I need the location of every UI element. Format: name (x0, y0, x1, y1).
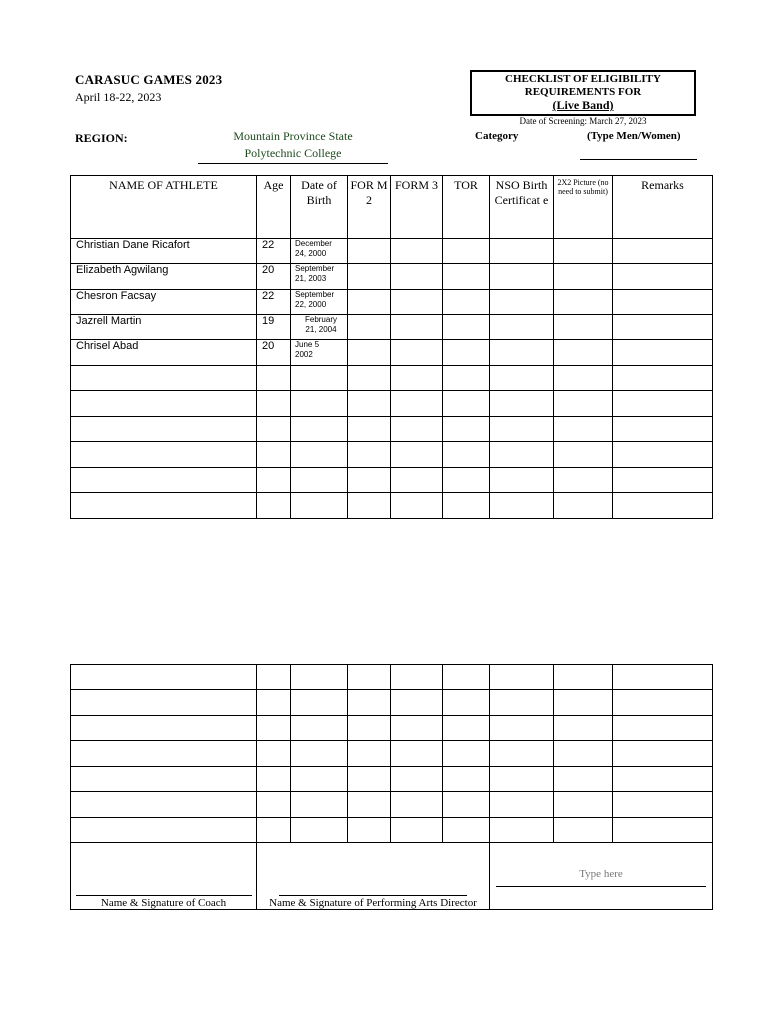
form2-cell[interactable] (348, 315, 391, 340)
table-row (71, 442, 713, 468)
empty-cell[interactable] (490, 468, 554, 493)
checklist-title-line2: REQUIREMENTS FOR (524, 86, 642, 98)
empty-cell[interactable] (443, 442, 490, 468)
empty-cell[interactable] (391, 741, 443, 767)
empty-cell[interactable] (554, 468, 613, 493)
empty-cell[interactable] (71, 792, 257, 818)
picture-cell[interactable] (554, 239, 613, 264)
coach-signature-cell[interactable] (71, 843, 257, 910)
nso-cell[interactable] (490, 239, 554, 264)
empty-cell[interactable] (613, 690, 713, 716)
dob-line2: 22, 2000 (295, 300, 327, 309)
empty-cell[interactable] (443, 391, 490, 417)
header-remarks: Remarks (613, 176, 713, 239)
athlete-dob[interactable] (291, 340, 348, 366)
dob-line2: 21, 2003 (295, 274, 327, 283)
athlete-dob[interactable] (291, 264, 348, 290)
table-row (71, 340, 713, 366)
header-form2: FOR M 2 (348, 176, 391, 239)
nso-cell[interactable] (490, 264, 554, 290)
empty-cell[interactable] (348, 417, 391, 442)
empty-cell[interactable] (348, 665, 391, 690)
empty-cell[interactable] (257, 493, 291, 519)
athlete-age[interactable]: 20 (257, 340, 291, 366)
header-nso: NSO Birth Certificat e (490, 176, 554, 239)
empty-cell[interactable] (348, 767, 391, 792)
table-row (71, 792, 713, 818)
empty-cell[interactable] (291, 417, 348, 442)
remarks-cell[interactable] (613, 264, 713, 290)
table-row (71, 468, 713, 493)
athlete-age[interactable]: 19 (257, 315, 291, 340)
empty-cell[interactable] (391, 468, 443, 493)
empty-cell[interactable] (71, 690, 257, 716)
athlete-name[interactable]: Chrisel Abad (71, 340, 257, 366)
category-input-line[interactable] (580, 159, 697, 160)
empty-cell[interactable] (554, 391, 613, 417)
form3-cell[interactable] (391, 239, 443, 264)
school-name-line2: Polytechnic College (244, 146, 342, 160)
empty-cell[interactable] (490, 741, 554, 767)
dob-line1: December (295, 239, 332, 248)
table-row (71, 818, 713, 843)
table-row (71, 493, 713, 519)
nso-cell[interactable] (490, 315, 554, 340)
empty-cell[interactable] (257, 818, 291, 843)
empty-cell[interactable] (291, 493, 348, 519)
table-row (71, 391, 713, 417)
empty-cell[interactable] (490, 716, 554, 741)
empty-cell[interactable] (613, 792, 713, 818)
empty-cell[interactable] (291, 468, 348, 493)
empty-cell[interactable] (391, 366, 443, 391)
form3-cell[interactable] (391, 315, 443, 340)
empty-cell[interactable] (291, 767, 348, 792)
empty-cell[interactable] (71, 665, 257, 690)
empty-cell[interactable] (443, 493, 490, 519)
empty-cell[interactable] (490, 792, 554, 818)
picture-cell[interactable] (554, 315, 613, 340)
empty-cell[interactable] (443, 468, 490, 493)
empty-cell[interactable] (490, 391, 554, 417)
empty-cell[interactable] (613, 741, 713, 767)
form3-cell[interactable] (391, 340, 443, 366)
director-signature-cell[interactable] (257, 843, 490, 910)
empty-cell[interactable] (348, 493, 391, 519)
empty-cell[interactable] (257, 442, 291, 468)
empty-cell[interactable] (291, 741, 348, 767)
empty-cell[interactable] (613, 767, 713, 792)
dob-line2: 2002 (295, 350, 313, 359)
table-row (71, 417, 713, 442)
empty-cell[interactable] (443, 792, 490, 818)
remarks-cell[interactable] (613, 290, 713, 315)
empty-cell[interactable] (257, 391, 291, 417)
empty-cell[interactable] (554, 716, 613, 741)
director-signature-label: Name & Signature of Performing Arts Director (269, 897, 477, 909)
header-age: Age (257, 176, 291, 239)
empty-cell[interactable] (391, 391, 443, 417)
empty-cell[interactable] (613, 468, 713, 493)
dob-line1: September (295, 290, 335, 299)
nso-cell[interactable] (490, 290, 554, 315)
empty-cell[interactable] (443, 366, 490, 391)
empty-cell[interactable] (554, 792, 613, 818)
empty-cell[interactable] (490, 417, 554, 442)
empty-cell[interactable] (554, 417, 613, 442)
empty-cell[interactable] (71, 442, 257, 468)
empty-cell[interactable] (291, 442, 348, 468)
dob-line2: 24, 2000 (295, 249, 327, 258)
header-dob: Date of Birth (291, 176, 348, 239)
empty-cell[interactable] (391, 792, 443, 818)
athlete-name[interactable]: Elizabeth Agwilang (71, 264, 257, 290)
empty-cell[interactable] (613, 442, 713, 468)
remarks-cell[interactable] (613, 340, 713, 366)
empty-cell[interactable] (391, 417, 443, 442)
empty-cell[interactable] (443, 665, 490, 690)
remarks-cell[interactable] (613, 239, 713, 264)
event-dates: April 18-22, 2023 (75, 90, 162, 104)
empty-cell[interactable] (443, 690, 490, 716)
empty-cell[interactable] (348, 391, 391, 417)
table-row (71, 767, 713, 792)
empty-cell[interactable] (490, 767, 554, 792)
empty-cell[interactable] (554, 366, 613, 391)
form2-cell[interactable] (348, 239, 391, 264)
picture-cell[interactable] (554, 264, 613, 290)
form2-cell[interactable] (348, 290, 391, 315)
empty-cell[interactable] (391, 690, 443, 716)
header-tor: TOR (443, 176, 490, 239)
empty-cell[interactable] (291, 818, 348, 843)
empty-cell[interactable] (257, 716, 291, 741)
empty-cell[interactable] (613, 391, 713, 417)
coach-signature-line (76, 895, 252, 896)
form2-cell[interactable] (348, 340, 391, 366)
empty-cell[interactable] (348, 690, 391, 716)
empty-cell[interactable] (291, 716, 348, 741)
dob-line1: June 5 (295, 340, 320, 349)
empty-cell[interactable] (348, 716, 391, 741)
type-here-placeholder[interactable]: Type here (579, 868, 623, 880)
empty-cell[interactable] (391, 767, 443, 792)
empty-cell[interactable] (391, 493, 443, 519)
dob-line1: February (304, 315, 337, 324)
empty-cell[interactable] (71, 468, 257, 493)
empty-cell[interactable] (613, 366, 713, 391)
empty-cell[interactable] (554, 493, 613, 519)
athlete-name[interactable]: Chesron Facsay (71, 290, 257, 315)
region-label: REGION: (75, 131, 128, 145)
athlete-age[interactable]: 22 (257, 239, 291, 264)
empty-cell[interactable] (554, 690, 613, 716)
table-row (71, 264, 713, 290)
dob-line2: 21, 2004 (305, 325, 337, 334)
athlete-name[interactable]: Jazrell Martin (71, 315, 257, 340)
empty-cell[interactable] (490, 690, 554, 716)
athlete-dob[interactable] (291, 315, 348, 340)
empty-cell[interactable] (257, 741, 291, 767)
empty-cell[interactable] (291, 690, 348, 716)
nso-cell[interactable] (490, 340, 554, 366)
empty-cell[interactable] (348, 818, 391, 843)
form3-cell[interactable] (391, 264, 443, 290)
empty-cell[interactable] (257, 665, 291, 690)
header-form3: FORM 3 (391, 176, 443, 239)
empty-cell[interactable] (613, 493, 713, 519)
table-row (71, 741, 713, 767)
empty-cell[interactable] (391, 716, 443, 741)
extra-signature-cell[interactable] (490, 843, 713, 910)
empty-cell[interactable] (348, 366, 391, 391)
empty-cell[interactable] (71, 741, 257, 767)
athlete-age[interactable]: 22 (257, 290, 291, 315)
empty-cell[interactable] (257, 792, 291, 818)
empty-cell[interactable] (443, 741, 490, 767)
table-row (71, 315, 713, 340)
tor-cell[interactable] (443, 290, 490, 315)
empty-cell[interactable] (443, 716, 490, 741)
empty-cell[interactable] (291, 665, 348, 690)
screening-date: Date of Screening: March 27, 2023 (519, 116, 647, 126)
tor-cell[interactable] (443, 315, 490, 340)
empty-cell[interactable] (71, 767, 257, 792)
picture-cell[interactable] (554, 290, 613, 315)
checklist-title-line3: (Live Band) (552, 98, 614, 112)
table-row (71, 290, 713, 315)
empty-cell[interactable] (613, 716, 713, 741)
empty-cell[interactable] (257, 690, 291, 716)
form2-cell[interactable] (348, 264, 391, 290)
empty-cell[interactable] (554, 741, 613, 767)
continuation-table (70, 664, 713, 910)
empty-cell[interactable] (554, 767, 613, 792)
checklist-title-box (470, 70, 696, 116)
empty-cell[interactable] (443, 417, 490, 442)
empty-cell[interactable] (71, 493, 257, 519)
table-row (71, 690, 713, 716)
table-row (71, 366, 713, 391)
empty-cell[interactable] (291, 792, 348, 818)
checklist-title-line1: CHECKLIST OF ELIGIBILITY (505, 73, 661, 85)
header-name: NAME OF ATHLETE (71, 176, 257, 239)
empty-cell[interactable] (291, 391, 348, 417)
empty-cell[interactable] (391, 442, 443, 468)
empty-cell[interactable] (490, 818, 554, 843)
empty-cell[interactable] (71, 366, 257, 391)
school-name-line1: Mountain Province State (233, 129, 353, 143)
event-title: CARASUC GAMES 2023 (75, 72, 223, 87)
empty-cell[interactable] (348, 741, 391, 767)
coach-signature-label: Name & Signature of Coach (100, 897, 227, 909)
athlete-name[interactable]: Christian Dane Ricafort (71, 239, 257, 264)
empty-cell[interactable] (348, 792, 391, 818)
empty-cell[interactable] (613, 665, 713, 690)
empty-cell[interactable] (71, 417, 257, 442)
empty-cell[interactable] (554, 665, 613, 690)
dob-line1: September (295, 264, 335, 273)
empty-cell[interactable] (613, 818, 713, 843)
empty-cell[interactable] (490, 665, 554, 690)
empty-cell[interactable] (443, 767, 490, 792)
eligibility-table (70, 175, 713, 519)
empty-cell[interactable] (443, 818, 490, 843)
empty-cell[interactable] (554, 442, 613, 468)
empty-cell[interactable] (348, 442, 391, 468)
remarks-cell[interactable] (613, 315, 713, 340)
extra-signature-line (496, 886, 706, 887)
empty-cell[interactable] (490, 366, 554, 391)
empty-cell[interactable] (71, 818, 257, 843)
tor-cell[interactable] (443, 264, 490, 290)
empty-cell[interactable] (71, 716, 257, 741)
athlete-age[interactable]: 20 (257, 264, 291, 290)
category-label: Category (475, 130, 519, 142)
empty-cell[interactable] (257, 767, 291, 792)
category-type: (Type Men/Women) (587, 130, 681, 142)
athlete-dob[interactable] (291, 290, 348, 315)
empty-cell[interactable] (257, 366, 291, 391)
form3-cell[interactable] (391, 290, 443, 315)
table-row (71, 716, 713, 741)
empty-cell[interactable] (257, 468, 291, 493)
empty-cell[interactable] (257, 417, 291, 442)
table-row (71, 239, 713, 264)
empty-cell[interactable] (291, 366, 348, 391)
athlete-dob[interactable] (291, 239, 348, 264)
picture-cell[interactable] (554, 340, 613, 366)
empty-cell[interactable] (348, 468, 391, 493)
signature-row (71, 843, 713, 910)
empty-cell[interactable] (71, 391, 257, 417)
director-signature-line (279, 895, 467, 896)
header-picture: 2X2 Picture (no need to submit) (554, 176, 613, 239)
table-row (71, 665, 713, 690)
tor-cell[interactable] (443, 340, 490, 366)
tor-cell[interactable] (443, 239, 490, 264)
empty-cell[interactable] (613, 417, 713, 442)
empty-cell[interactable] (554, 818, 613, 843)
school-name[interactable] (198, 128, 388, 164)
empty-cell[interactable] (391, 818, 443, 843)
empty-cell[interactable] (490, 493, 554, 519)
empty-cell[interactable] (391, 665, 443, 690)
empty-cell[interactable] (490, 442, 554, 468)
